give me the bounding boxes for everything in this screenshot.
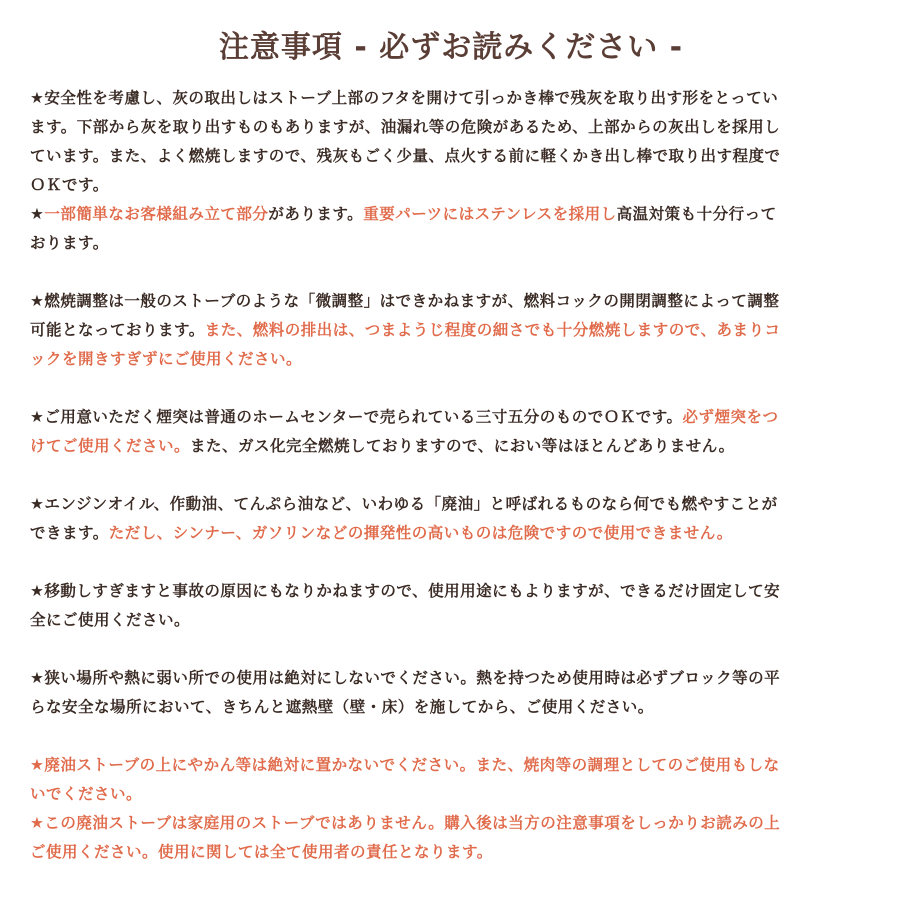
notice-emphasis-text: ご使用ください。使用に関しては全て使用者の責任となります。 <box>30 843 493 861</box>
notice-line <box>30 490 872 519</box>
notice-emphasis-text: けてご使用ください。 <box>30 437 191 455</box>
notice-line <box>30 84 872 113</box>
notice-line <box>30 577 872 606</box>
notice-line <box>30 751 872 780</box>
notice-text: らな安全な場所において、きちんと遮熱壁（壁・床）を施してから、ご使用ください。 <box>30 698 654 716</box>
notice-paragraph <box>30 287 872 374</box>
notice-text: おります。 <box>30 234 109 252</box>
notice-text: ています。また、よく燃焼しますので、残灰もごく少量、点火する前に軽くかき出し棒で取り出す程度で <box>30 147 781 165</box>
notice-emphasis-text: ただし、シンナー、ガソリンなどの揮発性の高いものは危険ですので使用できません。 <box>108 524 733 542</box>
notice-line <box>30 345 872 374</box>
notice-paragraph <box>30 751 872 867</box>
notice-paragraph <box>30 664 872 722</box>
notice-text: ＯＫです。 <box>30 176 109 194</box>
notice-line <box>30 113 872 142</box>
notice-line <box>30 171 872 200</box>
notice-emphasis-text: 必ず煙突をつ <box>682 408 779 426</box>
notice-line <box>30 693 872 722</box>
notice-line <box>30 432 872 461</box>
notice-text: ★移動しすぎますと事故の原因にもなりかねますので、使用用途にもよりますが、できるだけ固定して安 <box>30 582 781 600</box>
notice-line <box>30 664 872 693</box>
notice-paragraph <box>30 577 872 635</box>
notice-paragraph <box>30 403 872 461</box>
notice-text: ★燃焼調整は一般のストーブのような「微調整」はできかねますが、燃料コックの開閉調整によって調整 <box>30 292 780 310</box>
notice-text: また、ガス化完全燃焼しておりますので、におい等はほとんどありません。 <box>190 437 735 455</box>
notice-line <box>30 229 872 258</box>
notice-emphasis-text: また、燃料の排出は、つまようじ程度の細さでも十分燃焼しますので、あまりコ <box>204 321 781 339</box>
notice-text: ます。下部から灰を取り出すものもありますが、油漏れ等の危険があるため、上部からの灰出しを採用し <box>30 118 781 136</box>
notice-text: 高温対策も十分行って <box>616 205 777 223</box>
notice-emphasis-text: 一部簡単なお客様組み立て部分 <box>44 205 269 223</box>
notice-text: ★ <box>30 205 45 223</box>
notice-line <box>30 519 872 548</box>
notice-text: 可能となっております。 <box>30 321 205 339</box>
notice-line <box>30 606 872 635</box>
notice-text: 全にご使用ください。 <box>30 611 191 629</box>
notice-text: ★狭い場所や熱に弱い所での使用は絶対にしないでください。熱を持つため使用時は必ずブロック等の平 <box>30 669 781 687</box>
notice-text: ★エンジンオイル、作動油、てんぷら油など、いわゆる「廃油」と呼ばれるものなら何でも燃やすことが <box>30 495 778 513</box>
notice-line <box>30 403 872 432</box>
notice-content <box>30 84 872 867</box>
notice-line <box>30 287 872 316</box>
notice-paragraph <box>30 84 872 258</box>
notice-text: があります。 <box>268 205 364 223</box>
page-title: 注意事項 - 必ずお読みください - <box>218 30 684 65</box>
notice-line <box>30 838 872 867</box>
notice-emphasis-text: 重要パーツにはステンレスを採用し <box>363 205 617 223</box>
notice-paragraph <box>30 490 872 548</box>
notice-emphasis-text: ★廃油ストーブの上にやかん等は絶対に置かないでください。また、焼肉等の調理としてのご使用もしな <box>30 756 780 774</box>
notice-text: ★安全性を考慮し、灰の取出しはストーブ上部のフタを開けて引っかき棒で残灰を取り出す形をとってい <box>30 89 779 107</box>
notice-line <box>30 316 872 345</box>
notice-line <box>30 809 872 838</box>
notice-line <box>30 142 872 171</box>
notice-emphasis-text: ックを開きすぎずにご使用ください。 <box>30 350 303 368</box>
notice-emphasis-text: ★この廃油ストーブは家庭用のストーブではありません。購入後は当方の注意事項をしっかりお読みの上 <box>30 814 781 832</box>
notice-line <box>30 780 872 809</box>
notice-text: できます。 <box>30 524 109 542</box>
notice-line <box>30 200 872 229</box>
notice-text: ★ご用意いただく煙突は普通のホームセンターで売られている三寸五分のものでＯＫです。 <box>30 408 683 426</box>
notice-emphasis-text: いでください。 <box>30 785 143 803</box>
